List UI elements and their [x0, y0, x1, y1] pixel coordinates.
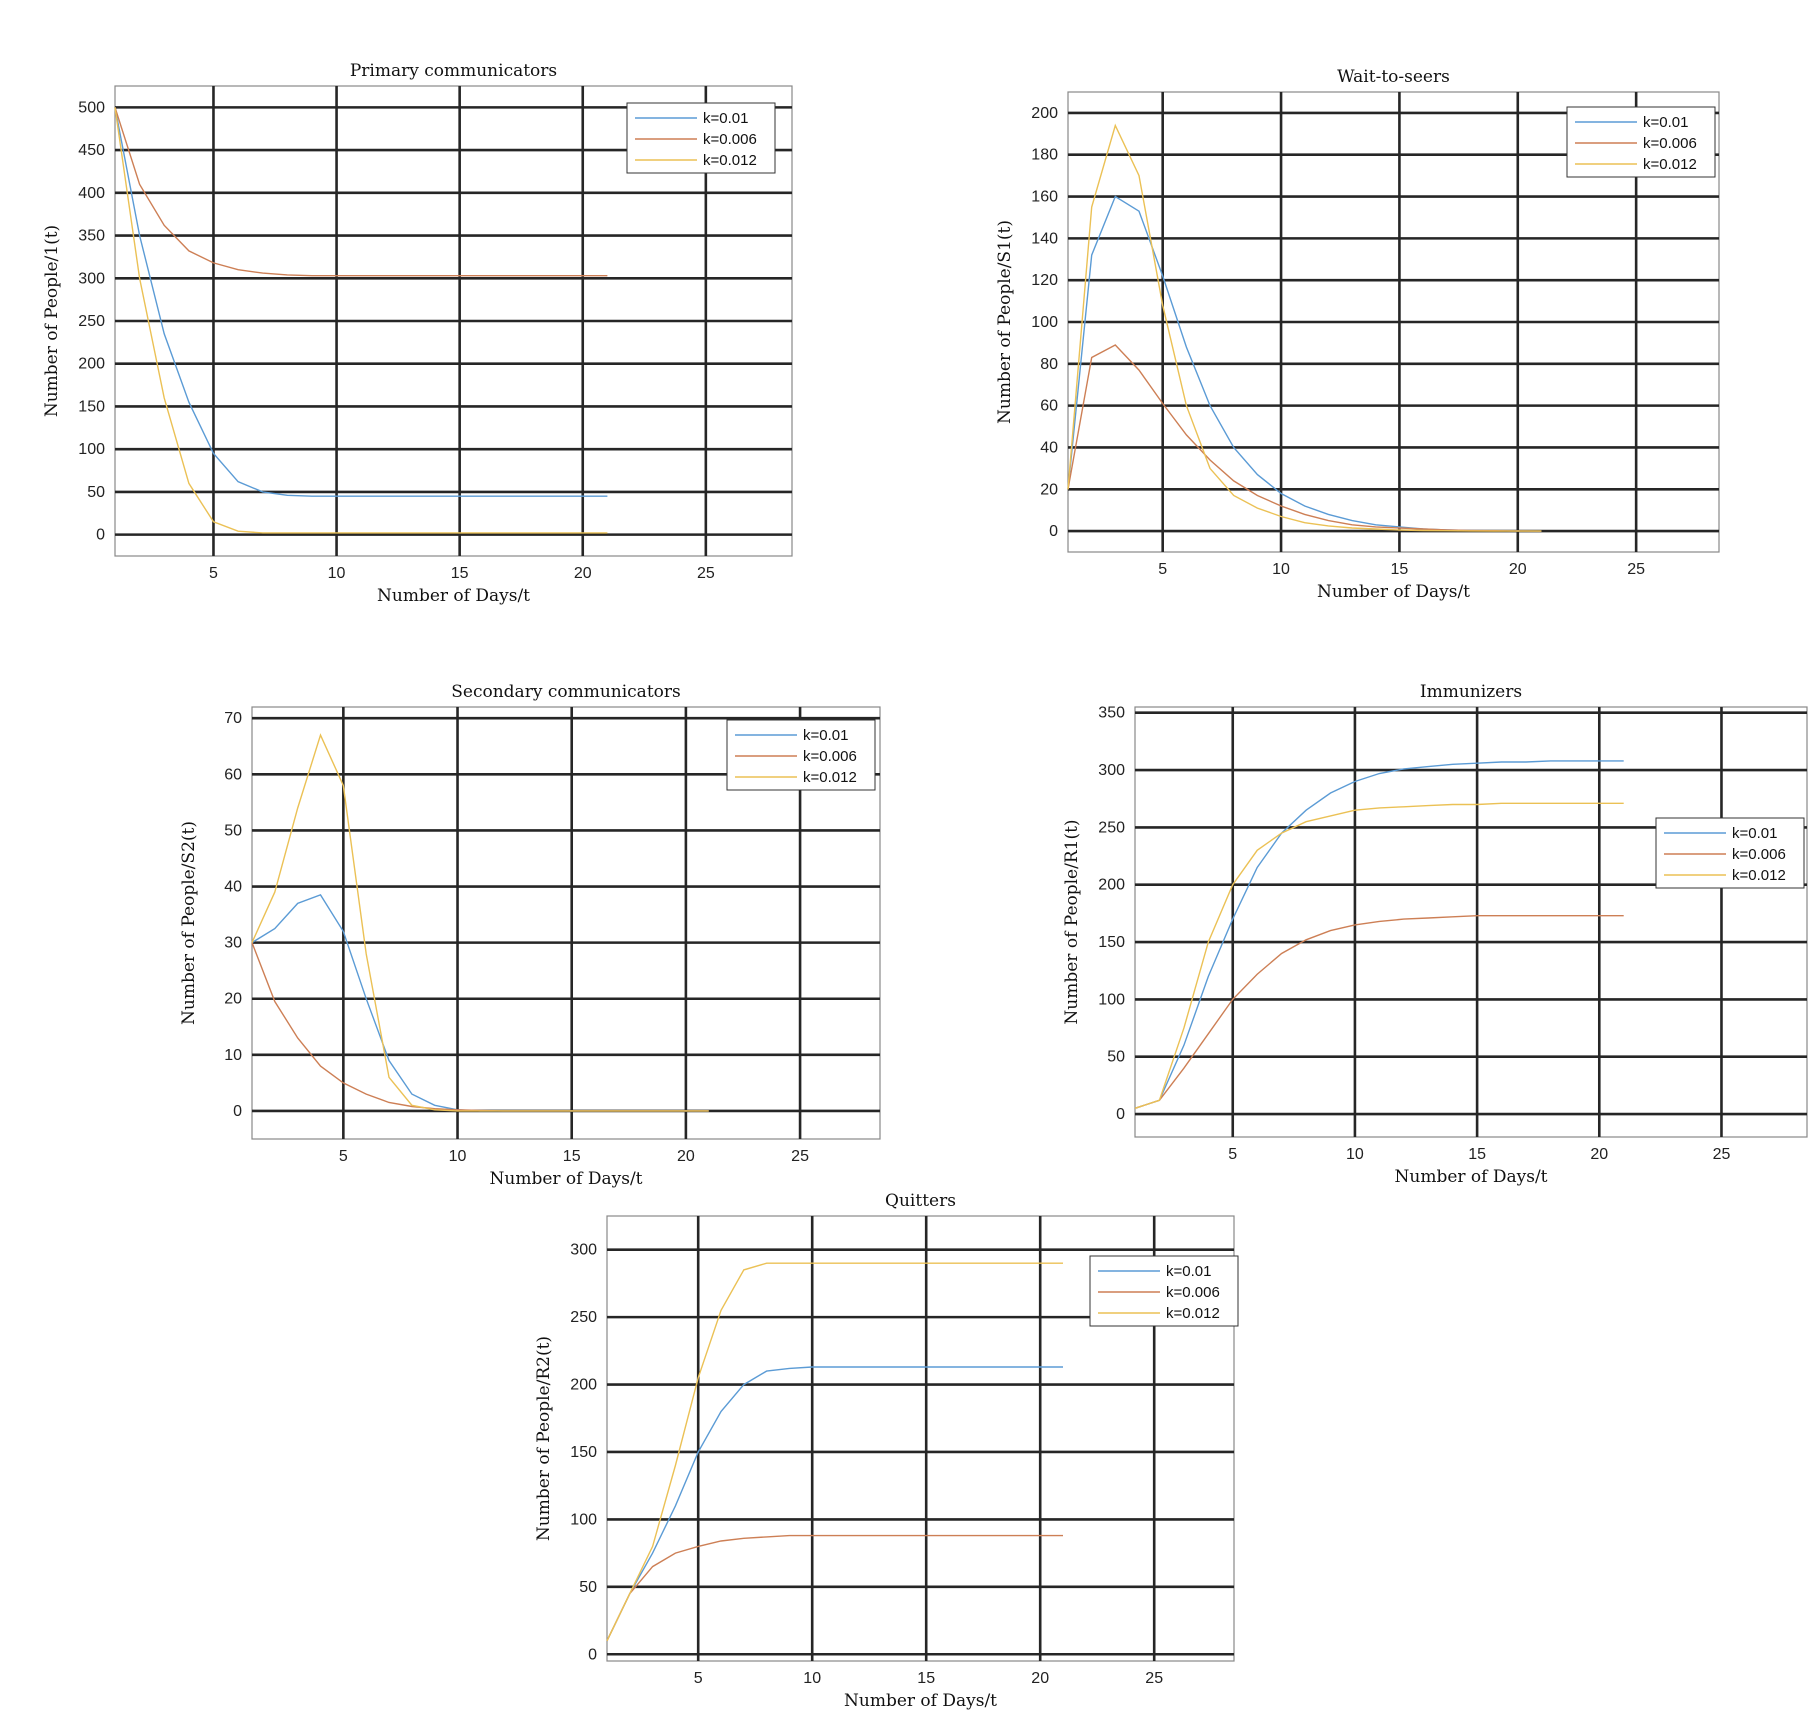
- x-tick-label: 25: [696, 565, 715, 582]
- y-tick-label: 200: [78, 355, 105, 373]
- y-tick-label: 300: [570, 1241, 597, 1259]
- y-tick-label: 350: [78, 227, 105, 245]
- x-tick-label: 20: [1031, 1670, 1050, 1687]
- y-axis-label: Number of People/R2(t): [534, 1335, 554, 1542]
- y-tick-label: 50: [579, 1578, 597, 1596]
- y-tick-label: 60: [1040, 397, 1058, 415]
- legend-entry-k-0-006: k=0.006: [1166, 1284, 1220, 1301]
- x-axis-label: Number of Days/t: [489, 1169, 643, 1189]
- legend-entry-k-0-012: k=0.012: [703, 152, 757, 169]
- chart-title: Immunizers: [1419, 682, 1523, 702]
- x-axis-label: Number of Days/t: [377, 586, 530, 606]
- y-tick-label: 200: [570, 1376, 597, 1394]
- y-tick-label: 70: [224, 710, 242, 728]
- y-tick-label: 350: [1098, 704, 1125, 722]
- chart-title: Quitters: [885, 1191, 956, 1211]
- y-tick-label: 400: [78, 184, 105, 202]
- x-tick-label: 20: [1590, 1146, 1609, 1163]
- y-tick-label: 60: [224, 766, 242, 784]
- chart-title: Wait-to-seers: [1337, 67, 1450, 87]
- legend-entry-k-0-012: k=0.012: [1732, 867, 1786, 884]
- x-tick-label: 5: [338, 1148, 348, 1165]
- y-tick-label: 20: [224, 990, 242, 1008]
- x-tick-label: 15: [562, 1148, 581, 1165]
- x-tick-label: 5: [693, 1670, 703, 1687]
- y-axis-label: Number of People/1(t): [42, 224, 62, 418]
- y-tick-label: 450: [78, 142, 105, 160]
- chart-title: Secondary communicators: [451, 682, 681, 702]
- legend-entry-k-0-01: k=0.01: [803, 727, 849, 744]
- y-tick-label: 50: [87, 483, 105, 501]
- chart-primary-communicators: [42, 61, 792, 606]
- chart-immunizers: [1062, 682, 1807, 1187]
- y-tick-label: 50: [224, 822, 242, 840]
- y-tick-label: 300: [78, 270, 105, 288]
- y-tick-label: 0: [1049, 523, 1058, 541]
- x-tick-label: 15: [1390, 561, 1409, 578]
- y-tick-label: 30: [224, 934, 242, 952]
- plot-area: [1135, 707, 1807, 1137]
- legend-entry-k-0-012: k=0.012: [1643, 156, 1697, 173]
- legend-entry-k-0-01: k=0.01: [1732, 825, 1778, 842]
- y-tick-label: 200: [1031, 104, 1058, 122]
- y-tick-label: 150: [1098, 934, 1125, 952]
- legend: [1656, 818, 1804, 888]
- x-tick-label: 10: [327, 565, 346, 582]
- y-tick-label: 40: [224, 878, 242, 896]
- x-tick-label: 10: [803, 1670, 822, 1687]
- y-tick-label: 250: [570, 1309, 597, 1327]
- y-tick-label: 80: [1040, 355, 1058, 373]
- legend-entry-k-0-006: k=0.006: [803, 748, 857, 765]
- chart-quitters: [534, 1191, 1238, 1711]
- y-tick-label: 160: [1031, 188, 1058, 206]
- y-tick-label: 0: [588, 1646, 597, 1664]
- x-tick-label: 10: [448, 1148, 467, 1165]
- legend-entry-k-0-01: k=0.01: [703, 110, 749, 127]
- y-tick-label: 20: [1040, 481, 1058, 499]
- legend: [627, 103, 775, 173]
- chart-wait-to-seers: [995, 67, 1719, 602]
- legend-entry-k-0-012: k=0.012: [803, 769, 857, 786]
- x-tick-label: 25: [1627, 561, 1646, 578]
- y-axis-label: Number of People/S1(t): [995, 220, 1015, 424]
- x-tick-label: 10: [1272, 561, 1290, 578]
- legend-entry-k-0-006: k=0.006: [1643, 135, 1697, 152]
- y-tick-label: 140: [1031, 230, 1058, 248]
- y-tick-label: 150: [570, 1443, 597, 1461]
- x-tick-label: 10: [1346, 1146, 1364, 1163]
- chart-secondary-communicators: [179, 682, 880, 1189]
- x-tick-label: 15: [917, 1670, 936, 1687]
- y-tick-label: 180: [1031, 146, 1058, 164]
- y-axis-label: Number of People/R1(t): [1062, 819, 1082, 1025]
- y-tick-label: 100: [1031, 314, 1058, 331]
- legend-entry-k-0-006: k=0.006: [703, 131, 757, 148]
- legend-entry-k-0-01: k=0.01: [1166, 1263, 1212, 1280]
- legend-entry-k-0-006: k=0.006: [1732, 846, 1786, 863]
- x-tick-label: 15: [1468, 1146, 1487, 1163]
- legend-entry-k-0-012: k=0.012: [1166, 1305, 1220, 1322]
- x-axis-label: Number of Days/t: [1317, 582, 1470, 602]
- x-tick-label: 20: [573, 565, 592, 582]
- y-tick-label: 0: [1116, 1106, 1125, 1124]
- y-tick-label: 40: [1040, 439, 1058, 457]
- y-tick-label: 120: [1031, 272, 1058, 290]
- x-tick-label: 20: [1508, 561, 1527, 578]
- x-tick-label: 20: [676, 1148, 695, 1165]
- x-axis-label: Number of Days/t: [844, 1691, 997, 1711]
- x-tick-label: 5: [1228, 1146, 1238, 1163]
- legend-entry-k-0-01: k=0.01: [1643, 114, 1689, 131]
- legend: [1090, 1256, 1238, 1326]
- y-tick-label: 250: [78, 313, 105, 330]
- legend: [1567, 107, 1715, 177]
- y-tick-label: 10: [224, 1046, 242, 1064]
- chart-title: Primary communicators: [349, 61, 558, 81]
- legend: [727, 720, 875, 790]
- x-tick-label: 5: [1158, 561, 1168, 578]
- y-tick-label: 250: [1098, 819, 1125, 837]
- y-tick-label: 100: [570, 1511, 597, 1529]
- y-tick-label: 100: [1098, 991, 1125, 1009]
- y-tick-label: 0: [96, 526, 105, 544]
- y-tick-label: 200: [1098, 876, 1125, 894]
- x-tick-label: 25: [791, 1148, 809, 1165]
- x-tick-label: 25: [1712, 1146, 1731, 1163]
- y-tick-label: 150: [78, 398, 105, 416]
- y-tick-label: 100: [78, 441, 105, 459]
- x-tick-label: 15: [450, 565, 469, 582]
- y-axis-label: Number of People/S2(t): [179, 821, 199, 1025]
- y-tick-label: 0: [233, 1102, 242, 1120]
- x-tick-label: 25: [1145, 1670, 1164, 1687]
- y-tick-label: 50: [1107, 1048, 1125, 1066]
- y-tick-label: 500: [78, 99, 105, 117]
- x-axis-label: Number of Days/t: [1394, 1167, 1548, 1187]
- y-tick-label: 300: [1098, 762, 1125, 780]
- x-tick-label: 5: [209, 565, 218, 582]
